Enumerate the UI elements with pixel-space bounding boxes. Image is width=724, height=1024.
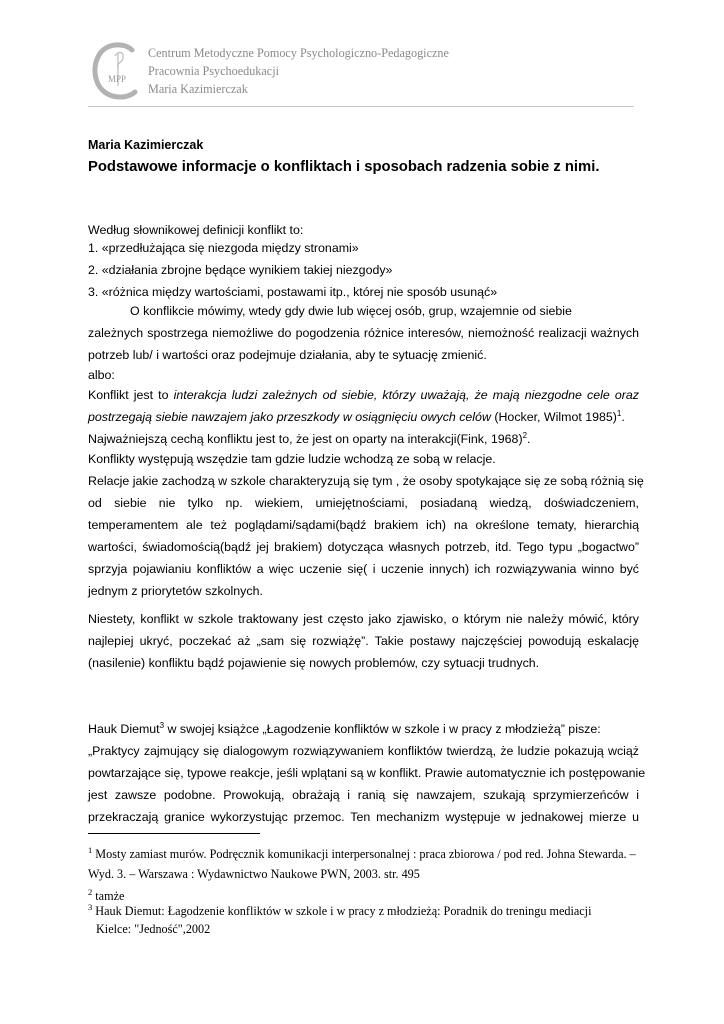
footnote-ref[interactable]: 2 [522,431,528,440]
body-line: sprzyja pojawianiu konfliktów a więc uczenie się( i uczenie innych) ich rozwiązywania winno być [88,562,639,576]
body-line: (nasilenie) konfliktu bądź pojawienie się nowych problemów, czy sytuacji trudnych. [88,656,540,670]
quote-line: powtarzające się, typowe reakcje, jeśli wplątani są w konflikt. Prawie automatycznie ich postępowanie [88,766,646,780]
header-department: Pracownia Psychoedukacji [148,64,279,78]
citation: (Hocker, Wilmot 1985) [490,410,617,424]
footnote-separator [88,833,260,834]
footnote-text: tamże [92,889,125,903]
body-line: O konflikcie mówimy, wtedy gdy dwie lub więcej osób, grup, wzajemnie od siebie [130,304,572,318]
quote-line: jest zawsze podobne. Prowokują, obrażają i ranią się nawzajem, szukają sprzymierzeńców i [88,788,639,802]
institution-logo [88,40,144,102]
header-person: Maria Kazimierczak [148,82,248,96]
footnote-1 [88,847,636,862]
definition-item: 3. «różnica między wartościami, postawami itp., której nie sposób usunąć» [88,285,498,299]
body-line [88,721,639,737]
footnote-3 [88,904,591,919]
body-line: jednym z priorytetów szkolnych. [88,584,263,598]
text-run: Hauk Diemut [88,722,160,736]
body-line: Według słownikowej definicji konflikt to: [88,223,304,237]
text-run: . [527,432,531,446]
footnote-2 [88,889,124,904]
footnote-text: Mosty zamiast murów. Podręcznik komunikacji interpersonalnej : praca zbiorowa / pod red. Johna Stewarda. – [92,847,636,861]
body-line: potrzeb lub/ i wartości oraz podejmuje działania, aby te sytuację zmienić. [88,348,487,362]
body-line: zależnych spostrzega niemożliwe do pogodzenia różnice interesów, niemożność realizacji ważnych [88,326,639,340]
footnote-text: Hauk Diemut: Łagodzenie konfliktów w szkole i w pracy z młodzieżą: Poradnik do treningu mediacji [92,904,592,918]
body-line: Konflikty występują wszędzie tam gdzie ludzie wchodzą ze sobą w relacje. [88,452,496,466]
footnote-number: 2 [88,887,93,897]
footnote-number: 1 [88,845,93,855]
text-run: . [621,410,625,424]
body-line: najlepiej ukryć, poczekać aż „sam się rozwiążę”. Takie postawy najczęściej powodują eskalację [88,634,639,648]
quote-line: przekraczają granice wykorzystując przemoc. Ten mechanizm występuje w jednakowej mierze u [88,810,639,824]
body-line [88,409,639,425]
logo-text: MPP [108,74,127,84]
body-line: temperamentem ale też poglądami/sądami(bądź brakiem ich) na określone tematy, hierarchią [88,518,639,532]
body-line [88,387,639,403]
header-institution: Centrum Metodyczne Pomocy Psychologiczno-Pedagogiczne [148,46,449,60]
italic-definition: interakcja ludzi zależnych od siebie, którzy uważają, że mają niezgodne cele oraz [173,388,640,402]
footnote-3-continued: Kielce: "Jedność",2002 [96,922,211,936]
text-run: Konflikt jest to [88,388,174,402]
quote-line: „Praktycy zajmujący się dialogowym rozwiązywaniem konfliktów twierdzą, że ludzie pokazują wciąż [88,744,639,758]
definition-item: 1. «przedłużająca się niezgoda między stronami» [88,241,359,255]
document-title: Podstawowe informacje o konfliktach i sposobach radzenia sobie z nimi. [88,159,600,175]
definition-item: 2. «działania zbrojne będące wynikiem takiej niezgody» [88,263,393,277]
text-run: Najważniejszą cechą konfliktu jest to, że jest on oparty na interakcji(Fink, 1968) [88,432,523,446]
text-run: w swojej książce „Łagodzenie konfliktów w szkole i w pracy z młodzieżą” pisze: [164,722,601,736]
body-line: od siebie nie tylko np. wiekiem, umiejętnościami, posiadaną wiedzą, doświadczeniem, [88,496,639,510]
body-line: Niestety, konflikt w szkole traktowany jest często jako zjawisko, o którym nie należy mówić, który [88,612,639,626]
italic-definition: postrzegają siebie nawzajem jako przeszkody w osiągnięciu owych celów [88,410,491,424]
footnote-ref[interactable]: 3 [159,721,165,730]
footnote-number: 3 [88,902,93,912]
body-line: Relacje jakie zachodzą w szkole charakteryzują się tym , że osoby spotykające się ze sobą różnią się [88,474,644,488]
header-divider [88,106,634,107]
footnote-ref[interactable]: 1 [616,409,622,418]
document-author: Maria Kazimierczak [88,138,204,152]
footnote-1-continued: Wyd. 3. – Warszawa : Wydawnictwo Naukowe PWN, 2003. str. 495 [88,867,420,881]
body-line: albo: [88,368,115,382]
body-line: wartości, świadomością(bądź jej brakiem) dotycząca własnych potrzeb, itd. Tego typu „bogactwo” [88,540,639,554]
body-line [88,431,639,447]
